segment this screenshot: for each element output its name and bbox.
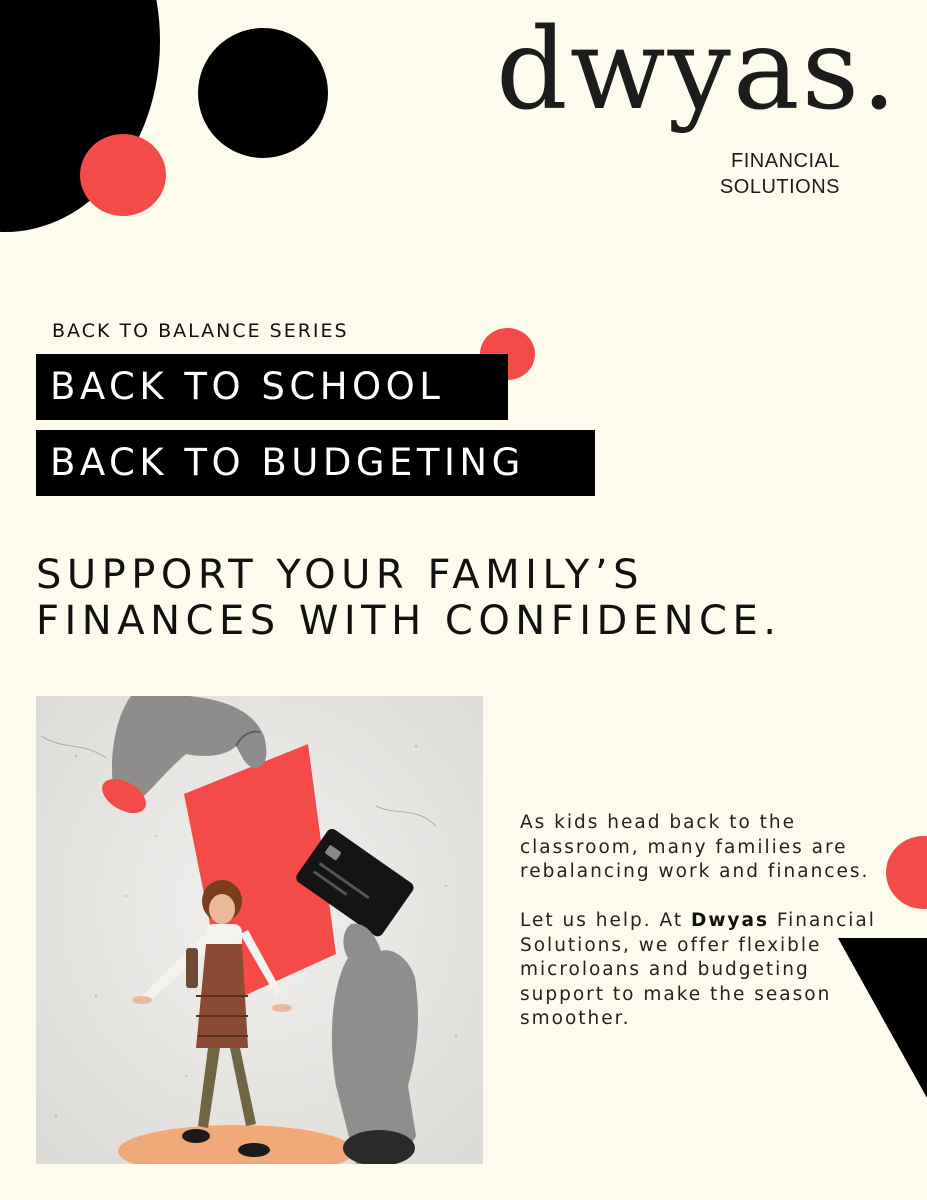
series-label: BACK TO BALANCE SERIES [52, 320, 349, 342]
decorative-red-circle [80, 134, 166, 216]
brand-logo: dwyas. [496, 5, 899, 135]
brand-tagline [640, 148, 840, 200]
banner-back-to-school: BACK TO SCHOOL [36, 354, 508, 420]
headline-line1: SUPPORT YOUR FAMILY’S [36, 552, 644, 598]
photo-collage-illustration [36, 696, 483, 1164]
body-copy [520, 811, 892, 1032]
body-paragraph-2-end: Financial Solutions, we offer flexible microloans and budgeting support to make the season smoother. [520, 910, 876, 1029]
headline [36, 552, 781, 644]
brand-tagline-line1: FINANCIAL [731, 150, 840, 172]
promo-photo [36, 696, 483, 1164]
body-brand-name: Dwyas [690, 910, 769, 931]
banner-back-to-budgeting: BACK TO BUDGETING [36, 430, 595, 496]
brand-tagline-line2: SOLUTIONS [719, 176, 840, 198]
body-paragraph-2 [520, 909, 892, 1032]
headline-line2: FINANCES WITH CONFIDENCE. [36, 598, 782, 644]
body-paragraph-2-start: Let us help. At [520, 910, 691, 931]
decorative-red-circle [886, 836, 927, 909]
decorative-black-circle [198, 28, 328, 158]
body-paragraph-1: As kids head back to the classroom, many families are rebalancing work and finances. [520, 812, 870, 882]
